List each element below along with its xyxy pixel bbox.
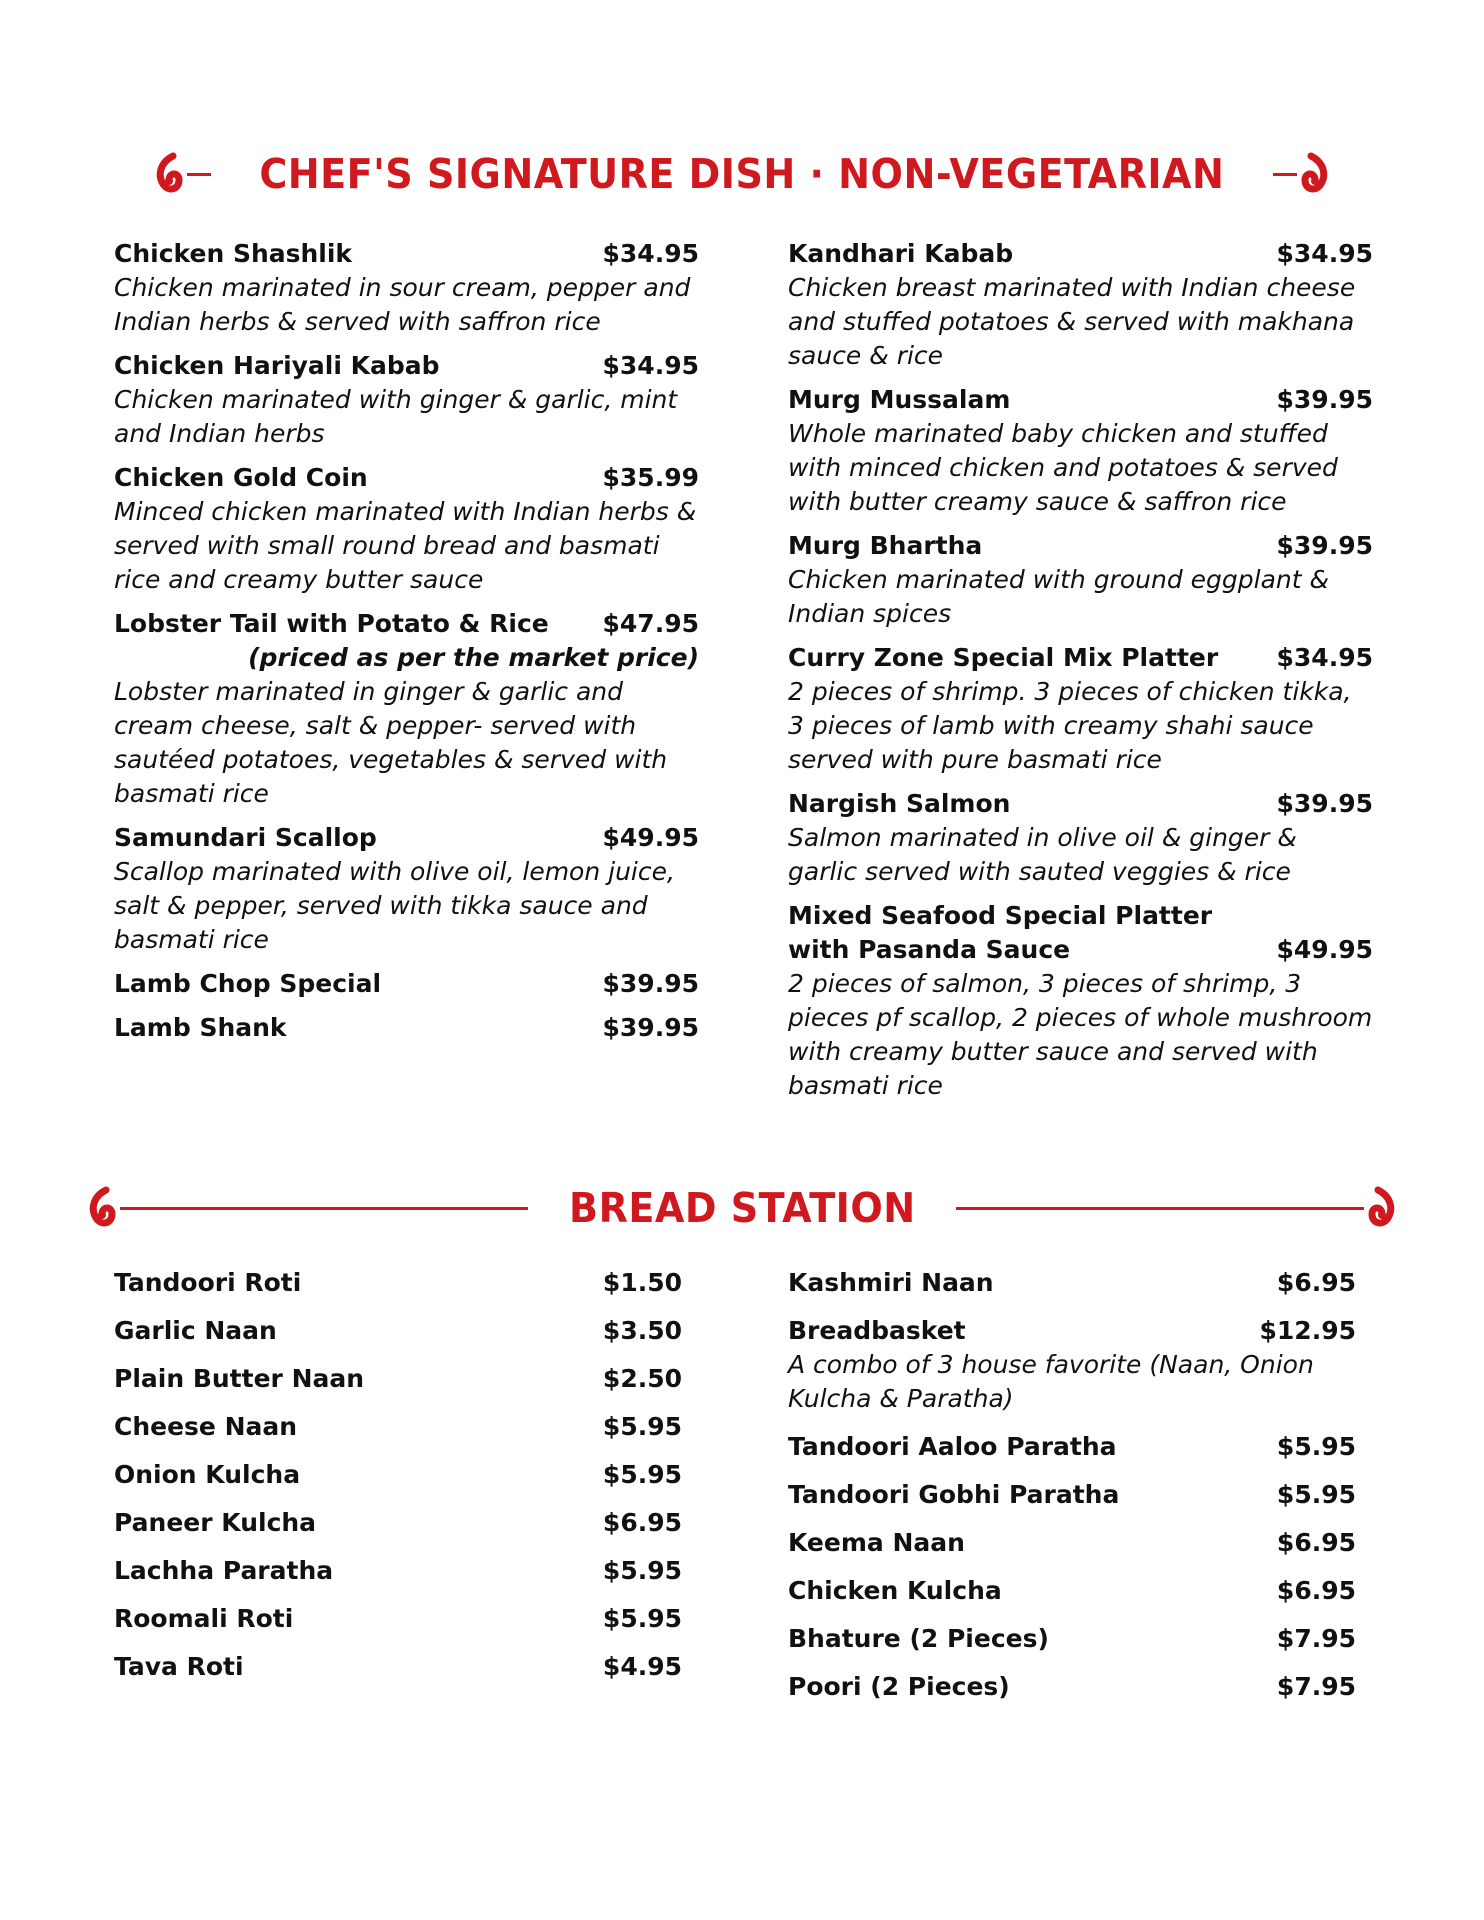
item-price: $47.95 (602, 609, 699, 638)
menu-item (788, 1574, 1356, 1608)
item-name: Samundari Scallop (114, 823, 377, 852)
menu-item (114, 349, 699, 451)
item-price: $2.50 (602, 1364, 682, 1393)
bread-left-column (114, 1266, 682, 1698)
menu-item (114, 1602, 682, 1636)
item-name: Curry Zone Special Mix Platter (788, 643, 1219, 672)
menu-item (788, 1430, 1356, 1464)
item-price: $5.95 (602, 1460, 682, 1489)
menu-item (114, 607, 699, 811)
item-name: Bhature (2 Pieces) (788, 1624, 1049, 1653)
item-description: Scallop marinated with olive oil, lemon juice, salt & pepper, served with tikka sauce and basmati rice (114, 857, 675, 954)
item-price: $35.99 (602, 463, 699, 492)
signature-left-column (114, 237, 699, 1055)
item-price: $39.95 (602, 969, 699, 998)
item-price: $34.95 (602, 239, 699, 268)
flourish-right-icon (1368, 1186, 1398, 1230)
menu-item (114, 821, 699, 957)
menu-item (114, 237, 699, 339)
item-name: Tandoori Roti (114, 1268, 302, 1297)
item-name: Kashmiri Naan (788, 1268, 994, 1297)
item-price: $5.95 (1276, 1480, 1356, 1509)
item-price: $6.95 (602, 1508, 682, 1537)
menu-item (114, 1266, 682, 1300)
menu-item (788, 383, 1373, 519)
menu-item (114, 1314, 682, 1348)
menu-item (114, 1410, 682, 1444)
item-description: Lobster marinated in ginger & garlic and cream cheese, salt & pepper- served with sautéed potatoes, vegetables & served with basmati rice (114, 677, 668, 808)
flourish-right-icon (1301, 152, 1331, 196)
menu-item (114, 1362, 682, 1396)
menu-item (114, 1458, 682, 1492)
item-price: $6.95 (1276, 1528, 1356, 1557)
item-price: $34.95 (1276, 643, 1373, 672)
item-price: $5.95 (1276, 1432, 1356, 1461)
item-name: Chicken Hariyali Kabab (114, 351, 440, 380)
heading-line-right (956, 1207, 1364, 1210)
item-price: $49.95 (1276, 935, 1373, 964)
item-name: with Pasanda Sauce (788, 935, 1071, 964)
item-price: $5.95 (602, 1412, 682, 1441)
menu-item (788, 1670, 1356, 1704)
item-name: Chicken Gold Coin (114, 463, 368, 492)
bread-title: BREAD STATION (568, 1184, 916, 1232)
menu-item (788, 641, 1373, 777)
item-price: $5.95 (602, 1604, 682, 1633)
item-price: $6.95 (1276, 1268, 1356, 1297)
item-description: Whole marinated baby chicken and stuffed with minced chicken and potatoes & served with butter creamy sauce & saffron rice (788, 419, 1338, 516)
item-name: Breadbasket (788, 1316, 966, 1345)
item-price: $5.95 (602, 1556, 682, 1585)
item-name: Paneer Kulcha (114, 1508, 317, 1537)
menu-item (114, 967, 699, 1001)
item-description: Salmon marinated in olive oil & ginger & garlic served with sauted veggies & rice (788, 823, 1297, 886)
menu-item (788, 1478, 1356, 1512)
item-price: $1.50 (602, 1268, 682, 1297)
item-price: $12.95 (1259, 1316, 1356, 1345)
item-name: Cheese Naan (114, 1412, 298, 1441)
menu-item (788, 899, 1373, 1103)
item-price: $39.95 (1276, 385, 1373, 414)
menu-item (788, 1526, 1356, 1560)
item-description: Chicken marinated with ginger & garlic, mint and Indian herbs (114, 385, 678, 448)
item-price: $49.95 (602, 823, 699, 852)
signature-right-column (788, 237, 1373, 1113)
item-price-note: (priced as per the market price) (248, 643, 699, 672)
menu-item (114, 1554, 682, 1588)
item-price: $39.95 (1276, 531, 1373, 560)
item-name: Lobster Tail with Potato & Rice (114, 609, 549, 638)
item-name: Lamb Shank (114, 1013, 287, 1042)
item-price: $34.95 (1276, 239, 1373, 268)
item-price: $39.95 (1276, 789, 1373, 818)
item-name: Poori (2 Pieces) (788, 1672, 1010, 1701)
menu-item (788, 1266, 1356, 1300)
item-description: Chicken marinated in sour cream, pepper and Indian herbs & served with saffron rice (114, 273, 691, 336)
item-description: 2 pieces of salmon, 3 pieces of shrimp, 3 pieces pf scallop, 2 pieces of whole mushroom with creamy butter sauce and served with basmati rice (788, 969, 1373, 1100)
menu-item (114, 1650, 682, 1684)
item-name: Onion Kulcha (114, 1460, 301, 1489)
signature-heading (110, 150, 1374, 198)
item-name: Plain Butter Naan (114, 1364, 365, 1393)
item-description: Minced chicken marinated with Indian herbs & served with small round bread and basmati rice and creamy butter sauce (114, 497, 697, 594)
item-name: Tandoori Gobhi Paratha (788, 1480, 1120, 1509)
item-price: $4.95 (602, 1652, 682, 1681)
item-price: $7.95 (1276, 1672, 1356, 1701)
heading-line-left (120, 1207, 528, 1210)
menu-item (788, 1314, 1356, 1416)
item-name: Tandoori Aaloo Paratha (788, 1432, 1117, 1461)
item-description: A combo of 3 house favorite (Naan, Onion Kulcha & Paratha) (788, 1350, 1314, 1413)
item-name: Kandhari Kabab (788, 239, 1014, 268)
item-name: Tava Roti (114, 1652, 244, 1681)
item-name: Keema Naan (788, 1528, 965, 1557)
item-name: Lamb Chop Special (114, 969, 382, 998)
item-price: $6.95 (1276, 1576, 1356, 1605)
item-price: $7.95 (1276, 1624, 1356, 1653)
menu-item (788, 1622, 1356, 1656)
menu-item (788, 237, 1373, 373)
item-description: Chicken marinated with ground eggplant & Indian spices (788, 565, 1329, 628)
item-name: Nargish Salmon (788, 789, 1011, 818)
item-price: $39.95 (602, 1013, 699, 1042)
item-description: 2 pieces of shrimp. 3 pieces of chicken tikka, 3 pieces of lamb with creamy shahi sauce served with pure basmati rice (788, 677, 1352, 774)
signature-title: CHEF'S SIGNATURE DISH · NON-VEGETARIAN (259, 150, 1225, 198)
item-description: Chicken breast marinated with Indian cheese and stuffed potatoes & served with makhana sauce & rice (788, 273, 1356, 370)
menu-item (114, 1011, 699, 1045)
heading-dash-right (1273, 173, 1297, 176)
item-name: Roomali Roti (114, 1604, 294, 1633)
item-name: Lachha Paratha (114, 1556, 334, 1585)
item-name: Chicken Shashlik (114, 239, 353, 268)
item-name: Murg Bhartha (788, 531, 983, 560)
flourish-left-icon (153, 152, 183, 196)
bread-right-column (788, 1266, 1356, 1718)
heading-dash-left (187, 173, 211, 176)
menu-item (788, 529, 1373, 631)
flourish-left-icon (86, 1186, 116, 1230)
item-name: Chicken Kulcha (788, 1576, 1002, 1605)
item-price: $3.50 (602, 1316, 682, 1345)
item-name: Garlic Naan (114, 1316, 277, 1345)
bread-heading (110, 1184, 1374, 1232)
item-name: Murg Mussalam (788, 385, 1011, 414)
menu-item (114, 1506, 682, 1540)
item-name-line1: Mixed Seafood Special Platter (788, 901, 1213, 930)
menu-item (788, 787, 1373, 889)
item-price: $34.95 (602, 351, 699, 380)
menu-item (114, 461, 699, 597)
